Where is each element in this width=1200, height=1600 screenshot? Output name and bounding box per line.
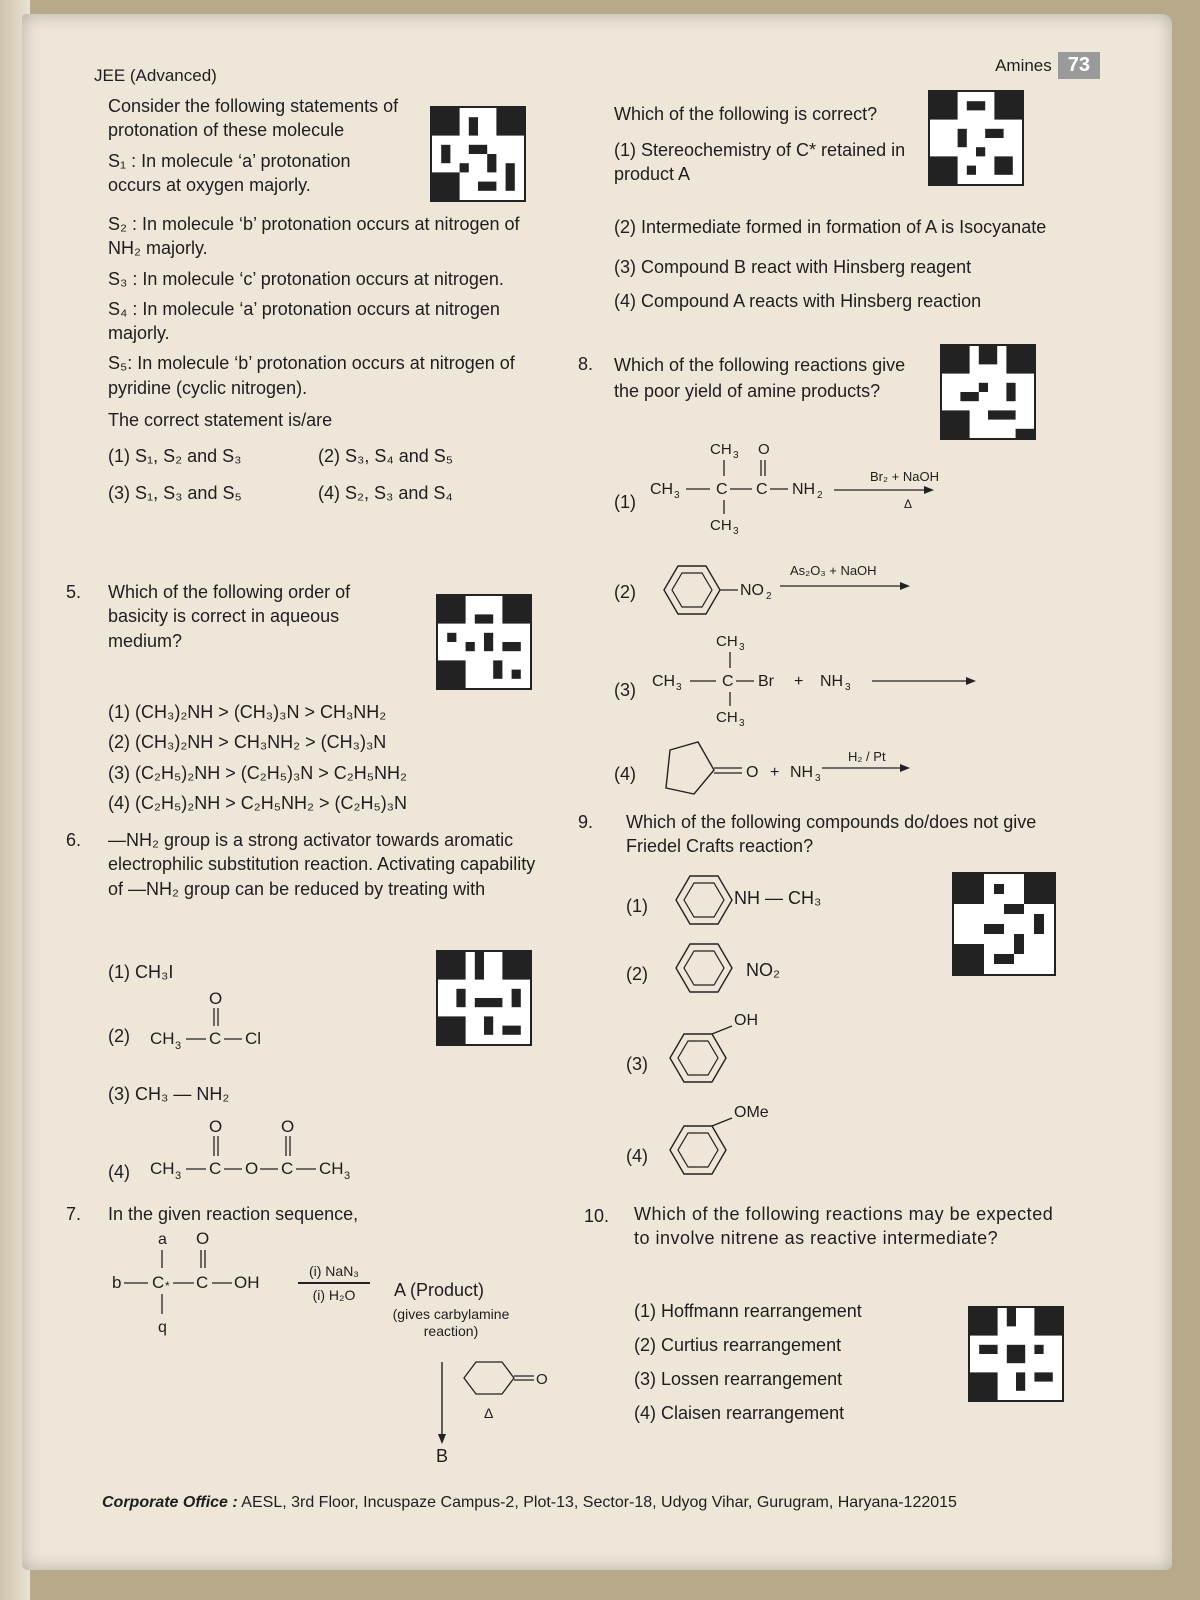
q8-reagent-1: Br₂ + NaOH xyxy=(870,469,939,484)
header-exam: JEE (Advanced) xyxy=(94,66,217,85)
svg-text:C: C xyxy=(209,1029,222,1048)
svg-text:C: C xyxy=(716,481,728,498)
q10-text: Which of the following reactions may be expected to involve nitrene as reactive intermediate? xyxy=(634,1204,1054,1249)
svg-text:CH: CH xyxy=(716,709,738,726)
q4-statement-s1: S₁ : In molecule ‘a’ protonation occurs at oxygen majorly. xyxy=(108,150,351,195)
q8-option-1[interactable]: (1) xyxy=(614,492,636,512)
q7-reagent-1: (i) NaN₃ xyxy=(308,1263,360,1279)
q7-product-b: B xyxy=(436,1446,449,1466)
svg-text:CH: CH xyxy=(319,1159,344,1178)
chapter-title: Amines xyxy=(995,56,1052,75)
q8-text: Which of the following reactions give the poor yield of amine products? xyxy=(614,355,906,402)
svg-text:C: C xyxy=(196,1273,209,1292)
svg-text:b: b xyxy=(112,1273,122,1292)
header-chapter xyxy=(995,52,1100,79)
textbook-page xyxy=(22,14,1172,1570)
svg-text:CH: CH xyxy=(150,1029,175,1048)
svg-text:3: 3 xyxy=(733,526,739,537)
q6-option-3[interactable]: (3) CH₃ — NH₂ xyxy=(108,1084,230,1104)
q5-text: Which of the following order of basicity is correct in aqueous medium? xyxy=(108,582,351,651)
q5-option-1[interactable]: (1) (CH₃)₂NH > (CH₃)₃N > CH₃NH₂ xyxy=(108,702,387,722)
svg-text:3: 3 xyxy=(674,490,680,501)
q6-option-2[interactable] xyxy=(108,1024,130,1048)
q4-statement-s4: S₄ : In molecule ‘a’ protonation occurs at nitrogen majorly. xyxy=(108,298,500,344)
q9-option-3[interactable]: (3) xyxy=(626,1054,648,1074)
svg-text:a: a xyxy=(158,1231,167,1248)
svg-text:3: 3 xyxy=(175,1170,182,1182)
svg-text:3: 3 xyxy=(733,450,739,461)
q7b-question: Which of the following is correct? xyxy=(614,104,878,124)
svg-text:*: * xyxy=(165,1279,170,1293)
svg-text:3: 3 xyxy=(845,682,851,693)
page-footer xyxy=(102,1494,1102,1512)
q4-options-row1 xyxy=(108,438,548,474)
q10-option-3[interactable]: (3) Lossen rearrangement xyxy=(634,1368,843,1389)
qr-code[interactable] xyxy=(430,106,526,202)
acetyl-chloride-structure xyxy=(144,984,304,1054)
q9-opt3-substituent: OH xyxy=(734,1012,758,1029)
q10-options xyxy=(634,1292,964,1434)
page-number: 73 xyxy=(1058,52,1100,79)
svg-text:NH: NH xyxy=(790,764,814,781)
q4-statement-s3: S₃ : In molecule ‘c’ protonation occurs at nitrogen. xyxy=(108,268,504,289)
q8-opt3-tertbutyl-bromide-structure xyxy=(650,626,990,729)
svg-text:CH: CH xyxy=(150,1159,175,1178)
q6-option-4-label: (4) xyxy=(108,1162,130,1182)
svg-text:3: 3 xyxy=(344,1170,351,1182)
q10-option-2[interactable]: (2) Curtius rearrangement xyxy=(634,1334,842,1355)
footer-address: AESL, 3rd Floor, Incuspaze Campus-2, Plot-13, Sector-18, Udyog Vihar, Gurugram, Haryana-122015 xyxy=(237,1494,957,1511)
svg-text:O: O xyxy=(758,441,770,458)
q9-number: 9. xyxy=(578,812,594,832)
svg-text:O: O xyxy=(281,1117,295,1136)
q4-statements xyxy=(108,212,548,511)
q9-option-4[interactable]: (4) xyxy=(626,1146,648,1166)
svg-text:NO: NO xyxy=(740,582,764,599)
svg-text:C: C xyxy=(756,481,768,498)
q4-options-row2 xyxy=(108,475,548,511)
q7-second-step xyxy=(432,1354,572,1464)
q8-opt4-cyclopentanone-structure xyxy=(650,738,950,808)
q4-question: The correct statement is/are xyxy=(108,410,333,431)
q7b-option-4[interactable]: (4) Compound A reacts with Hinsberg reaction xyxy=(614,290,982,311)
svg-text:O: O xyxy=(746,764,759,781)
footer-label: Corporate Office : xyxy=(102,1494,238,1511)
svg-text:C: C xyxy=(152,1273,165,1292)
q9-opt1-benzene-ring xyxy=(662,872,742,932)
q9-option-1[interactable]: (1) xyxy=(626,896,648,916)
svg-text:C: C xyxy=(209,1159,222,1178)
svg-text:C: C xyxy=(722,673,734,690)
q4-intro-block xyxy=(108,94,408,203)
q10-option-4[interactable]: (4) Claisen rearrangement xyxy=(634,1402,845,1423)
q7-reactant-structure xyxy=(108,1224,278,1344)
q7b-option-1[interactable]: (1) Stereochemistry of C* retained in product A xyxy=(614,140,906,185)
q7-number: 7. xyxy=(66,1204,82,1224)
q7-text: In the given reaction sequence, xyxy=(108,1204,359,1224)
svg-text:O: O xyxy=(536,1371,548,1388)
q7b-options xyxy=(614,208,1064,322)
q4-option-3[interactable]: (3) S₁, S₃ and S₅ xyxy=(108,482,242,503)
q7-reagents xyxy=(294,1260,374,1307)
q9-opt2-benzene-ring xyxy=(662,940,742,1000)
qr-code[interactable] xyxy=(436,950,532,1046)
q10-option-1[interactable]: (1) Hoffmann rearrangement xyxy=(634,1301,862,1321)
q8-option-2[interactable]: (2) xyxy=(614,582,636,602)
q7b-option-3[interactable]: (3) Compound B react with Hinsberg reagent xyxy=(614,256,972,277)
svg-text:OH: OH xyxy=(234,1273,260,1292)
q6-option-1[interactable]: (1) CH₃I xyxy=(108,962,174,982)
qr-code[interactable] xyxy=(940,344,1036,440)
qr-code[interactable] xyxy=(952,872,1056,976)
q4-option-4[interactable]: (4) S₂, S₃ and S₄ xyxy=(318,482,453,503)
svg-text:2: 2 xyxy=(817,490,823,501)
svg-text:O: O xyxy=(196,1229,210,1248)
q4-statement-s5: S₅: In molecule ‘b’ protonation occurs at nitrogen of pyridine (cyclic nitrogen). xyxy=(108,353,515,398)
svg-text:CH: CH xyxy=(710,517,732,534)
q8-reagent-2: As₂O₃ + NaOH xyxy=(790,563,877,578)
svg-text:Cl: Cl xyxy=(245,1029,262,1048)
svg-text:3: 3 xyxy=(175,1040,182,1052)
svg-text:3: 3 xyxy=(815,773,821,784)
svg-text:2: 2 xyxy=(766,591,772,602)
svg-text:3: 3 xyxy=(739,718,745,729)
q7-product: A (Product) xyxy=(394,1280,485,1300)
svg-text:CH: CH xyxy=(652,673,676,690)
q5-options xyxy=(108,694,548,821)
svg-text:+: + xyxy=(770,764,780,781)
q4-option-1[interactable]: (1) S₁, S₂ and S₃ xyxy=(108,446,242,467)
q7-heat: Δ xyxy=(484,1405,494,1421)
q5-number: 5. xyxy=(66,582,82,602)
svg-text:CH: CH xyxy=(716,633,738,650)
svg-text:NH: NH xyxy=(820,673,844,690)
acetic-anhydride-structure xyxy=(144,1114,424,1184)
q7b-option-2[interactable]: (2) Intermediate formed in formation of A is Isocyanate xyxy=(614,217,1047,237)
q5-option-4[interactable]: (4) (C₂H₅)₂NH > C₂H₅NH₂ > (C₂H₅)₃N xyxy=(108,792,408,813)
q6-option-2-label: (2) xyxy=(108,1026,130,1046)
svg-text:C: C xyxy=(281,1159,294,1178)
q9-text: Which of the following compounds do/does not give Friedel Crafts reaction? xyxy=(626,812,1037,857)
q8-reagent-4: H₂ / Pt xyxy=(848,749,886,764)
svg-text:Br: Br xyxy=(758,673,774,690)
q7-product-note: (gives carbylamine reaction) xyxy=(392,1306,510,1339)
q6-option-4[interactable] xyxy=(108,1160,130,1184)
svg-text:O: O xyxy=(209,1117,223,1136)
svg-text:O: O xyxy=(209,989,223,1008)
svg-text:Δ: Δ xyxy=(904,497,913,511)
q4-intro: Consider the following statements of protonation of these molecule xyxy=(108,96,399,141)
svg-text:CH: CH xyxy=(710,441,732,458)
q5-option-3[interactable]: (3) (C₂H₅)₂NH > (C₂H₅)₃N > C₂H₅NH₂ xyxy=(108,762,408,783)
svg-text:O: O xyxy=(245,1159,259,1178)
q8-option-3[interactable]: (3) xyxy=(614,680,636,700)
q9-option-2[interactable]: (2) xyxy=(626,964,648,984)
svg-text:NH: NH xyxy=(792,481,816,498)
svg-text:3: 3 xyxy=(739,642,745,653)
q6-number: 6. xyxy=(66,830,82,850)
q8-number: 8. xyxy=(578,354,594,374)
qr-code[interactable] xyxy=(436,594,532,690)
q4-option-2[interactable]: (2) S₃, S₄ and S₅ xyxy=(318,446,453,467)
q6-text: —NH₂ group is a strong activator towards aromatic electrophilic substitution reaction. Activating capability of —NH₂ group can be reduced by treating with xyxy=(108,830,536,899)
q7-reagent-2: (i) H₂O xyxy=(312,1287,356,1304)
q9-opt4-substituent: OMe xyxy=(734,1104,769,1121)
q9-opt1-substituent: NH — CH₃ xyxy=(734,888,822,908)
q5-option-2[interactable]: (2) (CH₃)₂NH > CH₃NH₂ > (CH₃)₃N xyxy=(108,732,387,753)
q7-reaction-arrow xyxy=(298,1282,370,1284)
svg-text:CH: CH xyxy=(650,481,674,498)
q9-opt2-substituent: NO₂ xyxy=(746,960,780,980)
q8-option-4[interactable]: (4) xyxy=(614,764,636,784)
svg-text:q: q xyxy=(158,1319,167,1336)
qr-code[interactable] xyxy=(928,90,1024,186)
svg-text:3: 3 xyxy=(676,682,682,693)
svg-text:+: + xyxy=(794,673,804,690)
q4-statement-s2: S₂ : In molecule ‘b’ protonation occurs at nitrogen of NH₂ majorly. xyxy=(108,214,520,259)
qr-code[interactable] xyxy=(968,1306,1064,1402)
q10-number: 10. xyxy=(584,1206,610,1226)
